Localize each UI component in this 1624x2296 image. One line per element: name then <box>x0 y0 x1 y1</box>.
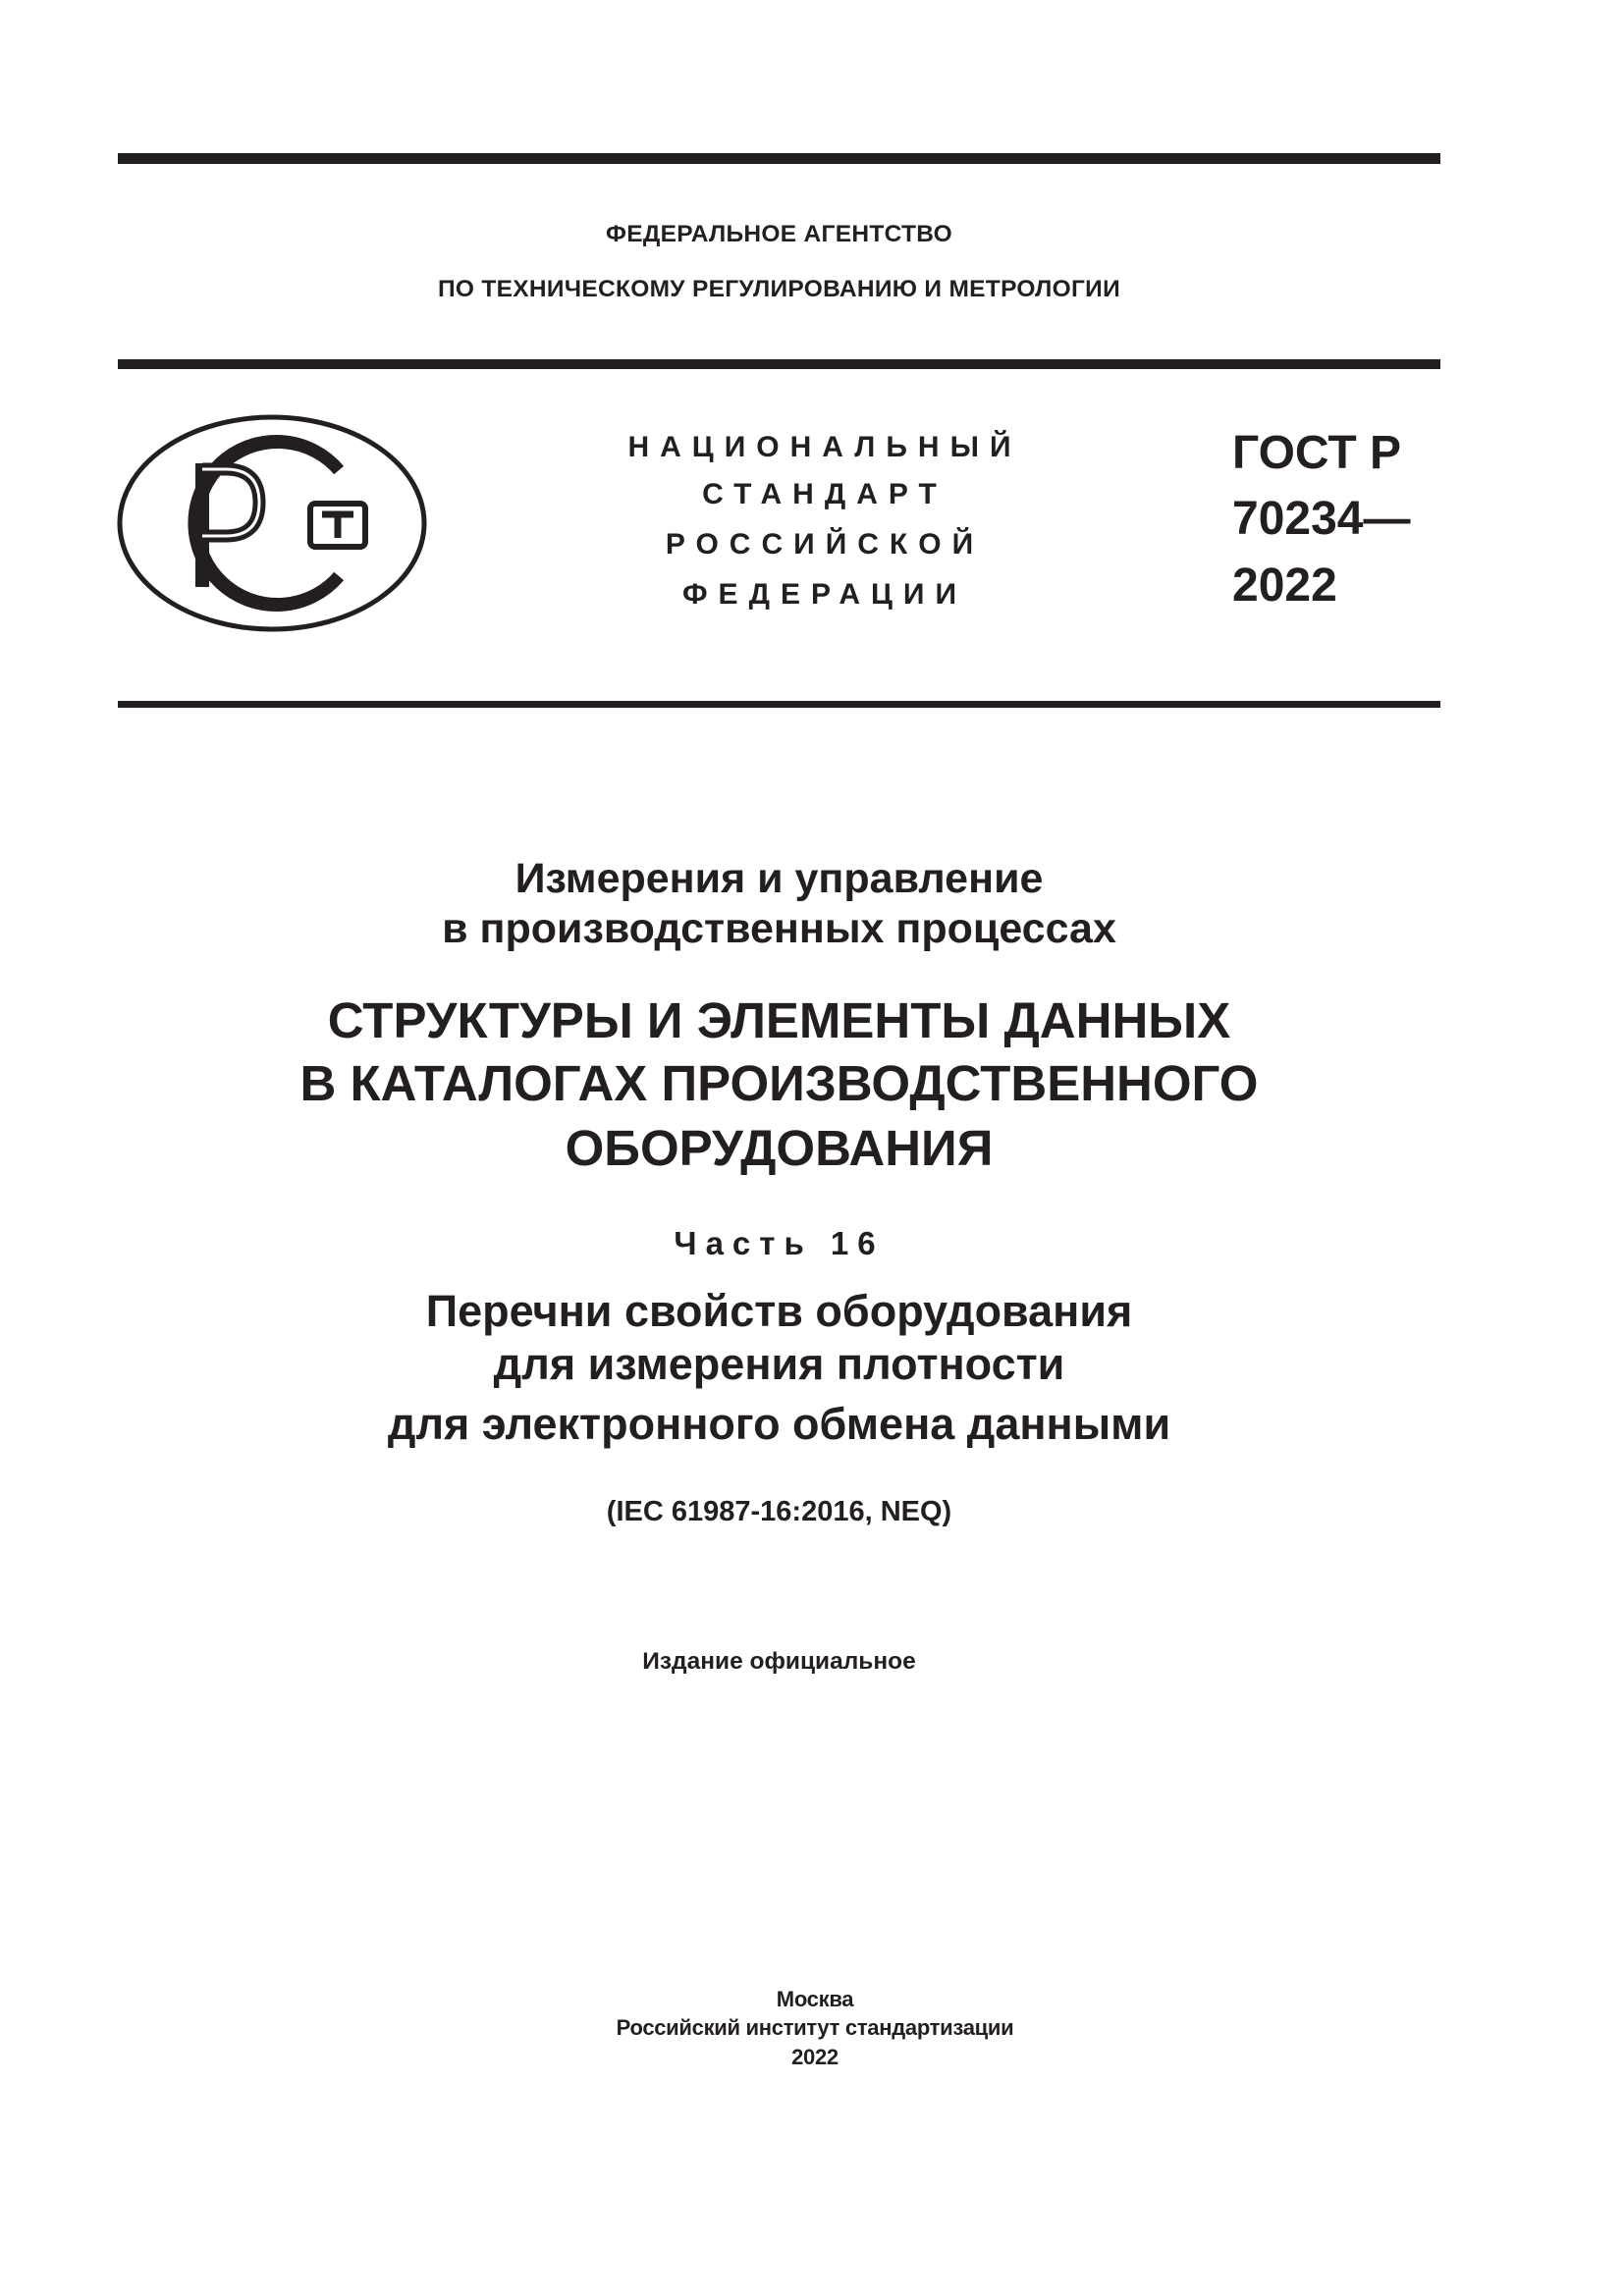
document-subject-line-3: для электронного обмена данными <box>387 1399 1171 1449</box>
header-rule <box>118 359 1440 369</box>
agency-name-line-2: ПО ТЕХНИЧЕСКОМУ РЕГУЛИРОВАНИЮ И МЕТРОЛОГИИ <box>438 276 1120 302</box>
national-standard-line-1: НАЦИОНАЛЬНЫЙ <box>627 431 1022 463</box>
document-subject-line-1: Перечни свойств оборудования <box>425 1286 1133 1336</box>
document-title-line-3: ОБОРУДОВАНИЯ <box>565 1120 994 1176</box>
document-title-line-2: В КАТАЛОГАХ ПРОИЗВОДСТВЕННОГО <box>299 1055 1259 1111</box>
official-edition-label: Издание официальное <box>642 1648 916 1675</box>
document-subtitle-line-1: Измерения и управление <box>514 855 1044 902</box>
standard-code-line-2: 70234— <box>1232 493 1411 545</box>
rst-certification-mark-icon <box>116 412 428 634</box>
international-reference: (IEC 61987-16:2016, NEQ) <box>606 1496 952 1527</box>
agency-name-line-1: ФЕДЕРАЛЬНОЕ АГЕНТСТВО <box>606 221 952 247</box>
document-part: Часть 16 <box>674 1225 885 1261</box>
standard-code-line-3: 2022 <box>1232 560 1337 612</box>
top-rule <box>118 153 1440 164</box>
imprint-city: Москва <box>776 1987 854 2011</box>
standard-code-line-1: ГОСТ Р <box>1232 427 1402 479</box>
document-subject-line-2: для измерения плотности <box>493 1339 1065 1389</box>
imprint-year: 2022 <box>791 2045 839 2069</box>
national-standard-line-4: ФЕДЕРАЦИИ <box>681 578 968 611</box>
document-subtitle-line-2: в производственных процессах <box>442 905 1116 952</box>
national-standard-line-3: РОССИЙСКОЙ <box>665 528 985 561</box>
document-title-line-1: СТРУКТУРЫ И ЭЛЕМЕНТЫ ДАННЫХ <box>327 992 1231 1048</box>
national-standard-line-2: СТАНДАРТ <box>702 478 947 510</box>
title-rule <box>118 701 1440 708</box>
imprint-publisher: Российский институт стандартизации <box>616 2015 1014 2040</box>
